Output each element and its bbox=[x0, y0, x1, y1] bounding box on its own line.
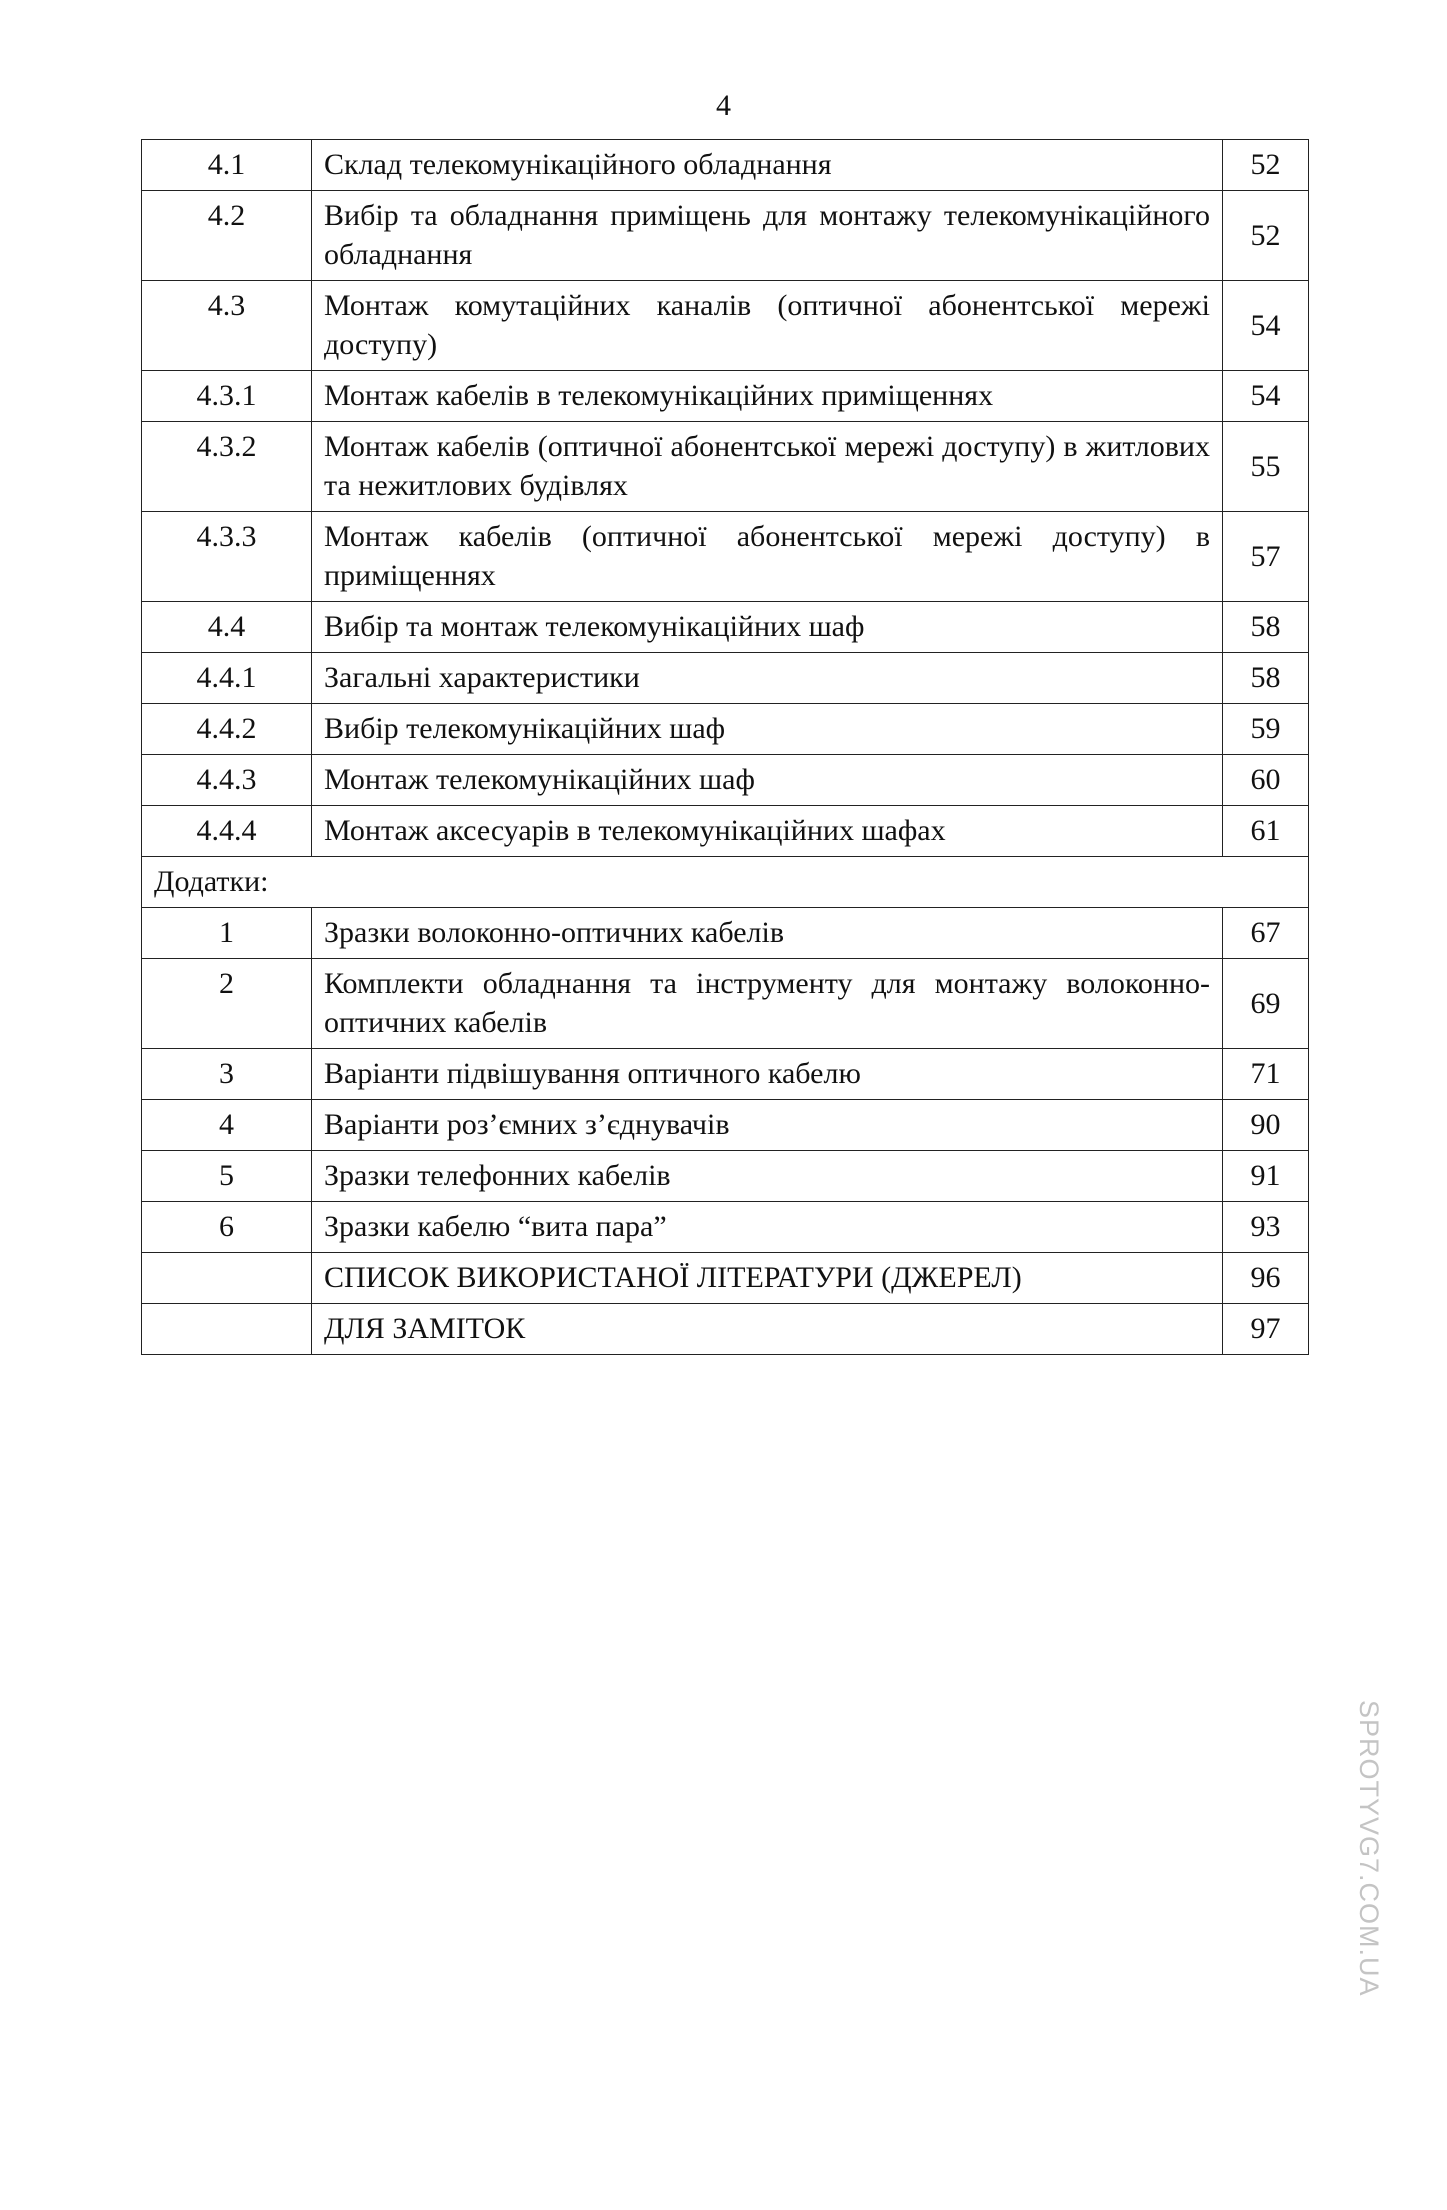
page-ref: 91 bbox=[1223, 1151, 1309, 1202]
table-row bbox=[142, 1202, 1309, 1253]
page-ref: 90 bbox=[1223, 1100, 1309, 1151]
table-row bbox=[142, 191, 1309, 281]
notes-title: ДЛЯ ЗАМІТОК bbox=[312, 1304, 1223, 1355]
table-row bbox=[142, 1304, 1309, 1355]
empty-number-cell bbox=[142, 1253, 312, 1304]
table-row bbox=[142, 1253, 1309, 1304]
section-title: Монтаж комутаційних каналів (оптичної абонентської мережі доступу) bbox=[312, 281, 1223, 371]
page-ref: 55 bbox=[1223, 422, 1309, 512]
page-ref: 54 bbox=[1223, 281, 1309, 371]
section-number: 4.2 bbox=[142, 191, 312, 281]
section-number: 4.4.3 bbox=[142, 755, 312, 806]
table-row bbox=[142, 653, 1309, 704]
section-title: Вибір та обладнання приміщень для монтажу телекомунікаційного обладнання bbox=[312, 191, 1223, 281]
section-title: Склад телекомунікаційного обладнання bbox=[312, 140, 1223, 191]
appendix-number: 6 bbox=[142, 1202, 312, 1253]
table-row bbox=[142, 755, 1309, 806]
table-row bbox=[142, 704, 1309, 755]
section-title: Монтаж кабелів в телекомунікаційних приміщеннях bbox=[312, 371, 1223, 422]
table-row bbox=[142, 371, 1309, 422]
page-ref: 54 bbox=[1223, 371, 1309, 422]
section-title: Монтаж аксесуарів в телекомунікаційних шафах bbox=[312, 806, 1223, 857]
page-ref: 58 bbox=[1223, 602, 1309, 653]
section-number: 4.4.2 bbox=[142, 704, 312, 755]
page-ref: 69 bbox=[1223, 959, 1309, 1049]
page-ref: 57 bbox=[1223, 512, 1309, 602]
page-ref: 52 bbox=[1223, 191, 1309, 281]
page-ref: 59 bbox=[1223, 704, 1309, 755]
appendix-label: Додатки: bbox=[142, 857, 1309, 908]
page-ref: 93 bbox=[1223, 1202, 1309, 1253]
section-title: Вибір телекомунікаційних шаф bbox=[312, 704, 1223, 755]
table-row bbox=[142, 908, 1309, 959]
appendix-number: 2 bbox=[142, 959, 312, 1049]
page-ref: 67 bbox=[1223, 908, 1309, 959]
section-title: Монтаж телекомунікаційних шаф bbox=[312, 755, 1223, 806]
empty-number-cell bbox=[142, 1304, 312, 1355]
page-ref: 58 bbox=[1223, 653, 1309, 704]
appendix-number: 5 bbox=[142, 1151, 312, 1202]
section-number: 4.4.1 bbox=[142, 653, 312, 704]
table-row bbox=[142, 806, 1309, 857]
page-ref: 52 bbox=[1223, 140, 1309, 191]
table-row bbox=[142, 1100, 1309, 1151]
table-row bbox=[142, 1151, 1309, 1202]
appendix-number: 3 bbox=[142, 1049, 312, 1100]
table-row bbox=[142, 281, 1309, 371]
appendix-number: 4 bbox=[142, 1100, 312, 1151]
section-number: 4.4 bbox=[142, 602, 312, 653]
watermark: SPROTYVG7.COM.UA bbox=[1354, 1700, 1384, 1997]
appendix-title: Зразки кабелю “вита пара” bbox=[312, 1202, 1223, 1253]
page-number: 4 bbox=[716, 89, 731, 122]
section-number: 4.3 bbox=[142, 281, 312, 371]
table-row bbox=[142, 512, 1309, 602]
table-row bbox=[142, 959, 1309, 1049]
section-title: Вибір та монтаж телекомунікаційних шаф bbox=[312, 602, 1223, 653]
page-ref: 60 bbox=[1223, 755, 1309, 806]
section-title: Монтаж кабелів (оптичної абонентської мережі доступу) в житлових та нежитлових будівлях bbox=[312, 422, 1223, 512]
appendix-title: Зразки волоконно-оптичних кабелів bbox=[312, 908, 1223, 959]
table-row bbox=[142, 1049, 1309, 1100]
table-of-contents bbox=[141, 139, 1309, 1355]
appendix-title: Варіанти підвішування оптичного кабелю bbox=[312, 1049, 1223, 1100]
section-number: 4.4.4 bbox=[142, 806, 312, 857]
section-title: Монтаж кабелів (оптичної абонентської мережі доступу) в приміщеннях bbox=[312, 512, 1223, 602]
section-number: 4.3.3 bbox=[142, 512, 312, 602]
references-title: СПИСОК ВИКОРИСТАНОЇ ЛІТЕРАТУРИ (ДЖЕРЕЛ) bbox=[312, 1253, 1223, 1304]
page-ref: 71 bbox=[1223, 1049, 1309, 1100]
section-number: 4.1 bbox=[142, 140, 312, 191]
appendix-header-row bbox=[142, 857, 1309, 908]
appendix-title: Зразки телефонних кабелів bbox=[312, 1151, 1223, 1202]
table-row bbox=[142, 140, 1309, 191]
page-ref: 96 bbox=[1223, 1253, 1309, 1304]
page-ref: 97 bbox=[1223, 1304, 1309, 1355]
table-row bbox=[142, 422, 1309, 512]
section-number: 4.3.2 bbox=[142, 422, 312, 512]
section-title: Загальні характеристики bbox=[312, 653, 1223, 704]
section-number: 4.3.1 bbox=[142, 371, 312, 422]
table-row bbox=[142, 602, 1309, 653]
appendix-title: Варіанти роз’ємних з’єднувачів bbox=[312, 1100, 1223, 1151]
page-ref: 61 bbox=[1223, 806, 1309, 857]
appendix-number: 1 bbox=[142, 908, 312, 959]
appendix-title: Комплекти обладнання та інструменту для монтажу волоконно-оптичних кабелів bbox=[312, 959, 1223, 1049]
